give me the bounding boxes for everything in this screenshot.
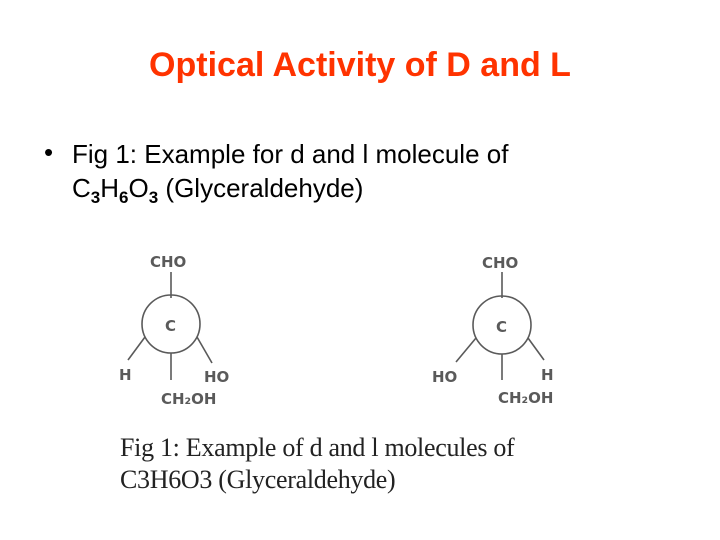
figure-caption-line-1: Fig 1: Example of d and l molecules of xyxy=(120,433,515,462)
left-center-label: C xyxy=(165,317,177,335)
figure-caption-line-2: C3H6O3 (Glyceraldehyde) xyxy=(120,465,396,494)
molecule-diagram xyxy=(110,240,590,430)
right-top-label: CHO xyxy=(482,254,519,272)
formula-c-sub: 3 xyxy=(90,188,101,207)
formula-o-sub: 3 xyxy=(148,188,159,207)
formula-h: H xyxy=(100,173,120,203)
right-bond-right xyxy=(528,338,544,360)
right-bottom-label: CH₂OH xyxy=(498,389,554,407)
bullet-line-1: Fig 1: Example for d and l molecule of xyxy=(72,139,509,169)
left-right-label: HO xyxy=(204,368,230,386)
bullet-marker: • xyxy=(44,137,54,167)
formula-o: O xyxy=(128,173,149,203)
right-center-label: C xyxy=(496,318,508,336)
formula-rest: (Glyceraldehyde) xyxy=(158,173,364,203)
left-bottom-label: CH₂OH xyxy=(161,390,217,408)
figure-caption xyxy=(120,432,590,496)
right-bond-left xyxy=(456,338,476,362)
left-bond-left xyxy=(128,337,145,360)
formula-h-sub: 6 xyxy=(119,188,129,207)
left-top-label: CHO xyxy=(150,253,187,271)
left-left-label: H xyxy=(119,366,132,384)
slide-title: Optical Activity of D and L xyxy=(149,46,571,84)
right-right-label: H xyxy=(541,366,554,384)
left-bond-right xyxy=(197,337,212,363)
formula-c: C xyxy=(72,173,91,203)
right-left-label: HO xyxy=(432,368,458,386)
formula-line xyxy=(72,171,692,205)
bullet-text xyxy=(72,137,692,205)
